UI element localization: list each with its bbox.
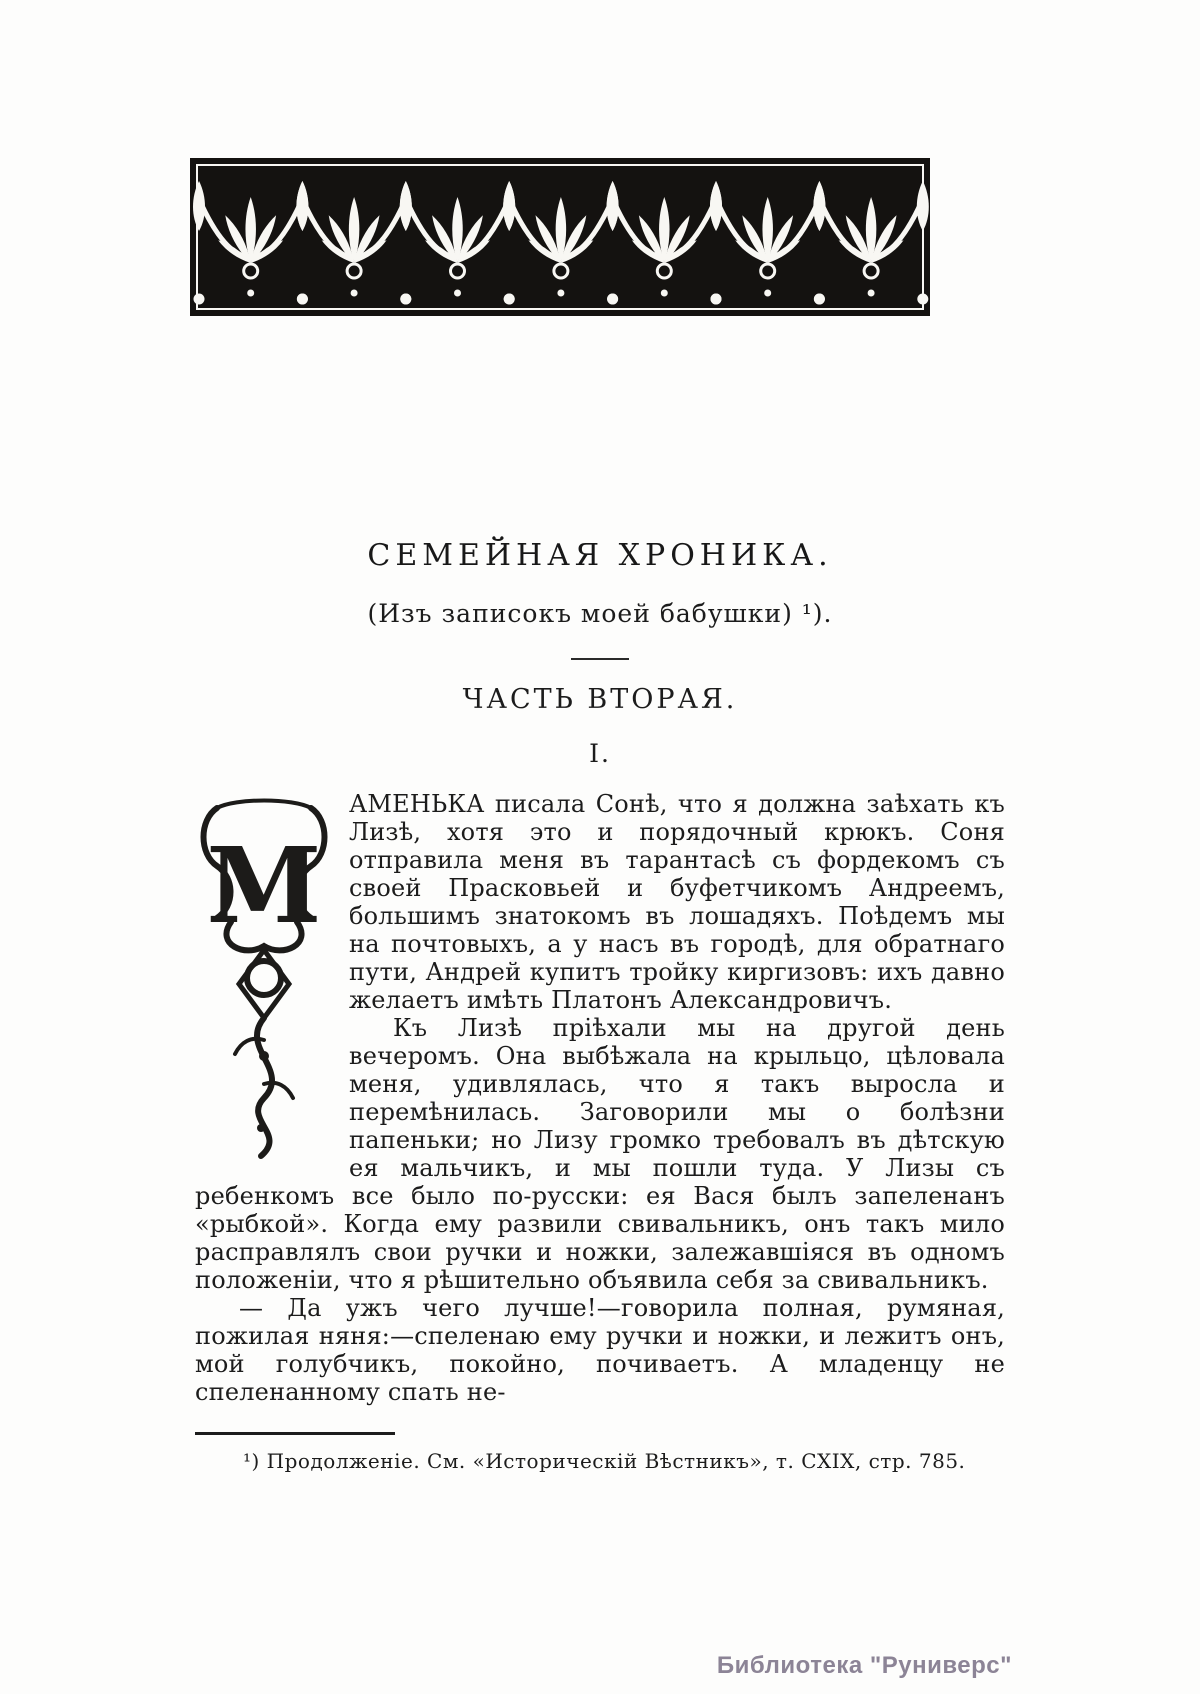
text-column [195,538,1005,1406]
divider-rule [571,658,629,660]
footnote-rule [195,1432,395,1435]
part-heading: ЧАСТЬ ВТОРАЯ. [462,684,738,715]
footnote-text: ¹) Продолженіе. См. «Историческій Вѣстникъ», т. CXIX, стр. 785. [243,1449,966,1473]
subtitle: (Изъ записокъ моей бабушки) ¹). [367,599,833,628]
body-text [195,790,1005,1406]
paragraph-2: Къ Лизѣ пріѣхали мы на другой день вечеромъ. Она выбѣжала на крыльцо, цѣловала меня, удивлялась, что я такъ выросла и перемѣнилась. Заговорили мы о болѣзни папеньки; но Лизу громко требовалъ въ дѣтскую ея мальчикъ, и мы пошли туда. У Лизы съ ребенкомъ все было по-русски: ея Вася былъ запеленанъ «рыбкой». Когда ему развили свивальникъ, онъ такъ мило расправлялъ свои ручки и ножки, залежавшіяся въ одномъ положеніи, что я рѣшительно объявила себя за свивальникъ. [195,1014,1005,1294]
drop-cap-letter: М [206,824,322,947]
drop-cap-ornament [195,794,333,1162]
paragraph-1: АМЕНЬКА писала Сонѣ, что я должна заѣхать къ Лизѣ, хотя это и порядочный крюкъ. Соня отправила меня въ тарантасѣ съ фордекомъ съ своей Прасковьей и буфетчикомъ Андреемъ, большимъ знатокомъ въ лошадяхъ. Поѣдемъ мы на почтовыхъ, а у насъ въ городѣ, для обратнаго пути, Андрей купитъ тройку киргизовъ: ихъ давно желаетъ имѣть Платонъ Александровичъ. [349,790,1005,1014]
paragraph-3: — Да ужъ чего лучше!—говорила полная, румяная, пожилая няня:—спеленаю ему ручки и ножки, и лежитъ онъ, мой голубчикъ, покойно, почиваетъ. А младенцу не спеленанному спать не- [195,1294,1005,1406]
palmette-frieze-icon [190,158,930,316]
library-watermark: Библиотека "Руниверс" [716,1652,1012,1679]
header-ornament-band [190,158,930,316]
chapter-heading: I. [589,739,611,768]
page-title: СЕМЕЙНАЯ ХРОНИКА. [367,538,833,573]
footnote-block [195,1432,1200,1473]
ornate-initial-icon [195,794,333,1162]
